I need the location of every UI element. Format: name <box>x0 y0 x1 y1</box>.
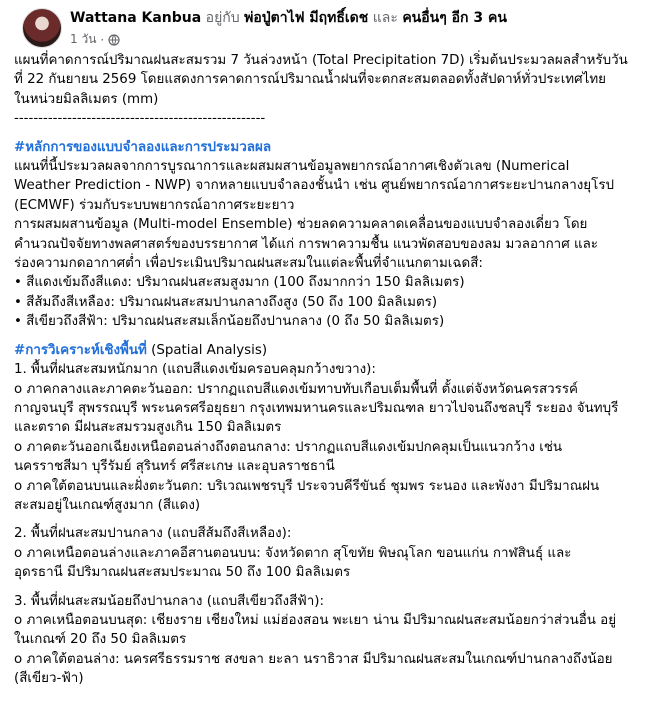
group1-line: 1. พื้นที่ฝนสะสมหนักมาก (แถบสีแดงเข้มครอบคลุมกว้างขวาง): <box>14 362 376 378</box>
hashtag-principles[interactable]: #หลักการของแบบจำลองและการประมวลผล <box>14 139 272 155</box>
section1-line: แผนที่นี้ประมวลผลจากการบูรณาการและผสมผสานข้อมูลพยากรณ์อากาศเชิงตัวเลข (Numerical <box>14 159 570 175</box>
tagged-person[interactable]: พ่อปู่ตาไฟ มีฤทธิ์เดช <box>244 10 369 26</box>
group1-line: o ภาคกลางและภาคตะวันออก: ปรากฏแถบสีแดงเข้มทาบทับเกือบเต็มพื้นที่ ตั้งแต่จังหวัดนครสวรรค์ <box>14 381 579 397</box>
divider-line: ---------------------------------------------------- <box>14 111 266 127</box>
intro-line: ในหน่วยมิลลิเมตร (mm) <box>14 91 159 107</box>
group1-line: สะสมอยู่ในเกณฑ์สูงมาก (สีแดง) <box>14 497 201 513</box>
group1-line: และตราด มีฝนสะสมรวมสูงเกิน 150 มิลลิเมตร <box>14 420 282 436</box>
section1-line: ร่องความกดอากาศต่ำ เพื่อประเมินปริมาณฝนสะสมในแต่ละพื้นที่จำแนกตามเฉดสี: <box>14 256 483 272</box>
section1-line: Weather Prediction - NWP) จากหลายแบบจำลองชั้นนำ เช่น ศูนย์พยากรณ์อากาศระยะปานกลางยุโรป <box>14 178 615 194</box>
tagged-others[interactable]: คนอื่นๆ อีก 3 คน <box>402 10 507 26</box>
author-avatar[interactable] <box>22 8 62 48</box>
hashtag-spatial[interactable]: #การวิเคราะห์เชิงพื้นที่ <box>14 342 147 358</box>
legend-line: • สีแดงเข้มถึงสีแดง: ปริมาณฝนสะสมสูงมาก (100 ถึงมากกว่า 150 มิลลิเมตร) <box>14 275 465 291</box>
legend-line: • สีส้มถึงสีเหลือง: ปริมาณฝนสะสมปานกลางถึงสูง (50 ถึง 100 มิลลิเมตร) <box>14 294 438 310</box>
author-name[interactable]: Wattana Kanbua <box>70 10 202 26</box>
group2-line: อุดรธานี มีปริมาณฝนสะสมประมาณ 50 ถึง 100 มิลลิเมตร <box>14 565 351 581</box>
post-time[interactable]: 1 วัน <box>70 32 97 46</box>
with-text: อยู่กับ <box>205 10 240 26</box>
post-header <box>12 0 648 52</box>
intro-line: ที่ 22 กันยายน 2569 โดยแสดงการคาดการณ์ปริมาณน้ำฝนที่จะตกสะสมตลอดทั้งสัปดาห์ทั่วประเทศไทย <box>14 72 607 88</box>
post-header-line <box>70 9 507 27</box>
section1-line: (ECMWF) ร่วมกับระบบพยากรณ์อากาศระยะยาว <box>14 197 295 213</box>
group1-line: กาญจนบุรี สุพรรณบุรี พระนครศรีอยุธยา กรุงเทพมหานครและปริมณฑล ยาวไปจนถึงชลบุรี ระยอง จันทบุรี <box>14 400 619 416</box>
post-body <box>14 51 654 689</box>
group1-line: นครราชสีมา บุรีรัมย์ สุรินทร์ ศรีสะเกษ และอุบลราชธานี <box>14 459 335 475</box>
group1-line: o ภาคใต้ตอนบนและฝั่งตะวันตก: บริเวณเพชรบุรี ประจวบคีรีขันธ์ ชุมพร ระนอง และพังงา มีปริมาณฝน <box>14 478 600 494</box>
section1-line: การผสมผสานข้อมูล (Multi-model Ensemble) ช่วยลดความคลาดเคลื่อนของแบบจำลองเดี่ยว โดย <box>14 217 588 233</box>
group1-line: o ภาคตะวันออกเฉียงเหนือตอนล่างถึงตอนกลาง: ปรากฏแถบสีแดงเข้มปกคลุมเป็นแนวกว้าง เช่น <box>14 439 563 455</box>
group3-line: ในเกณฑ์ 20 ถึง 50 มิลลิเมตร <box>14 632 187 648</box>
meta-separator: · <box>100 32 105 47</box>
and-text: และ <box>372 10 398 26</box>
group3-line: 3. พื้นที่ฝนสะสมน้อยถึงปานกลาง (แถบสีเขียวถึงสีฟ้า): <box>14 593 324 609</box>
group2-line: o ภาคเหนือตอนล่างและภาคอีสานตอนบน: จังหวัดตาก สุโขทัย พิษณุโลก ขอนแก่น กาฬสินธุ์ และ <box>14 545 572 561</box>
group2-line: 2. พื้นที่ฝนสะสมปานกลาง (แถบสีส้มถึงสีเหลือง): <box>14 526 292 542</box>
post-meta <box>70 30 120 49</box>
group3-line: o ภาคใต้ตอนล่าง: นครศรีธรรมราช สงขลา ยะลา นราธิวาส มีปริมาณฝนสะสมในเกณฑ์ปานกลางถึงน้อย <box>14 651 613 667</box>
globe-icon <box>108 34 120 46</box>
group3-line: (สีเขียว-ฟ้า) <box>14 671 84 687</box>
group3-line: o ภาคเหนือตอนบนสุด: เชียงราย เชียงใหม่ แม่ฮ่องสอน พะเยา น่าน มีปริมาณฝนสะสมน้อยกว่าส่วนอื่น อยู่ <box>14 612 617 628</box>
spatial-suffix: (Spatial Analysis) <box>146 342 268 358</box>
section1-line: คำนวณปัจจัยทางพลศาสตร์ของบรรยากาศ ได้แก่ การพาความชื้น แนวพัดสอบของลม มวลอากาศ และ <box>14 236 598 252</box>
intro-line: แผนที่คาดการณ์ปริมาณฝนสะสมรวม 7 วันล่วงหน้า (Total Precipitation 7D) เริ่มต้นประมวลผลสำหรับวัน <box>14 53 628 68</box>
legend-line: • สีเขียวถึงสีฟ้า: ปริมาณฝนสะสมเล็กน้อยถึงปานกลาง (0 ถึง 50 มิลลิเมตร) <box>14 314 445 330</box>
